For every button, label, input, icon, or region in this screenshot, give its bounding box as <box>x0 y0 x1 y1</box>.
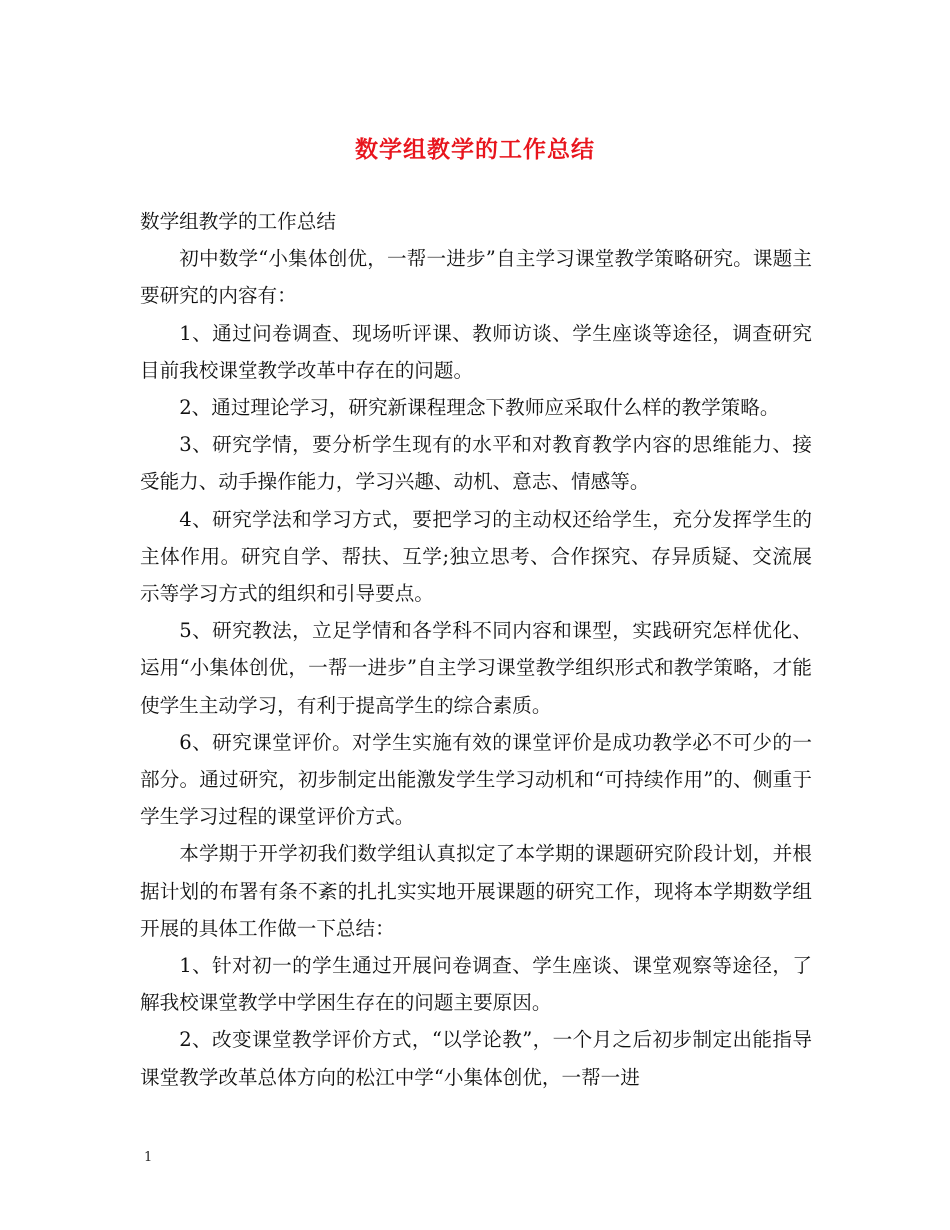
document-body <box>140 203 812 1096</box>
paragraph: 6、研究课堂评价。对学生实施有效的课堂评价是成功教学必不可少的一部分。通过研究，初步制定出能激发学生学习动机和“可持续作用”的、侧重于学生学习过程的课堂评价方式。 <box>140 730 812 829</box>
page-number: 1 <box>144 1150 153 1165</box>
paragraph: 初中数学“小集体创优，一帮一进步”自主学习课堂教学策略研究。课题主要研究的内容有： <box>140 247 812 308</box>
paragraph: 3、研究学情，要分析学生现有的水平和对教育教学内容的思维能力、接受能力、动手操作能力，学习兴趣、动机、意志、情感等。 <box>140 433 812 494</box>
paragraph: 1、针对初一的学生通过开展问卷调查、学生座谈、课堂观察等途径，了解我校课堂教学中学困生存在的问题主要原因。 <box>140 954 812 1015</box>
paragraph: 2、通过理论学习，研究新课程理念下教师应采取什么样的教学策略。 <box>179 396 780 420</box>
paragraph: 4、研究学法和学习方式，要把学习的主动权还给学生，充分发挥学生的主体作用。研究自学、帮扶、互学;独立思考、合作探究、存异质疑、交流展示等学习方式的组织和引导要点。 <box>140 507 812 606</box>
paragraph: 5、研究教法，立足学情和各学科不同内容和课型，实践研究怎样优化、运用“小集体创优，一帮一进步”自主学习课堂教学组织形式和教学策略，才能使学生主动学习，有利于提高学生的综合素质。 <box>140 619 812 717</box>
document-title: 数学组教学的工作总结 <box>355 136 595 163</box>
paragraph: 1、通过问卷调查、现场听评课、教师访谈、学生座谈等途径，调查研究目前我校课堂教学改革中存在的问题。 <box>140 321 812 382</box>
paragraph-heading: 数学组教学的工作总结 <box>140 210 336 233</box>
paragraph: 2、改变课堂教学评价方式，“以学论教”，一个月之后初步制定出能指导课堂教学改革总体方向的松江中学“小集体创优，一帮一进 <box>140 1028 812 1089</box>
paragraph: 本学期于开学初我们数学组认真拟定了本学期的课题研究阶段计划，并根据计划的布署有条不紊的扎扎实实地开展课题的研究工作，现将本学期数学组开展的具体工作做一下总结： <box>140 842 812 940</box>
